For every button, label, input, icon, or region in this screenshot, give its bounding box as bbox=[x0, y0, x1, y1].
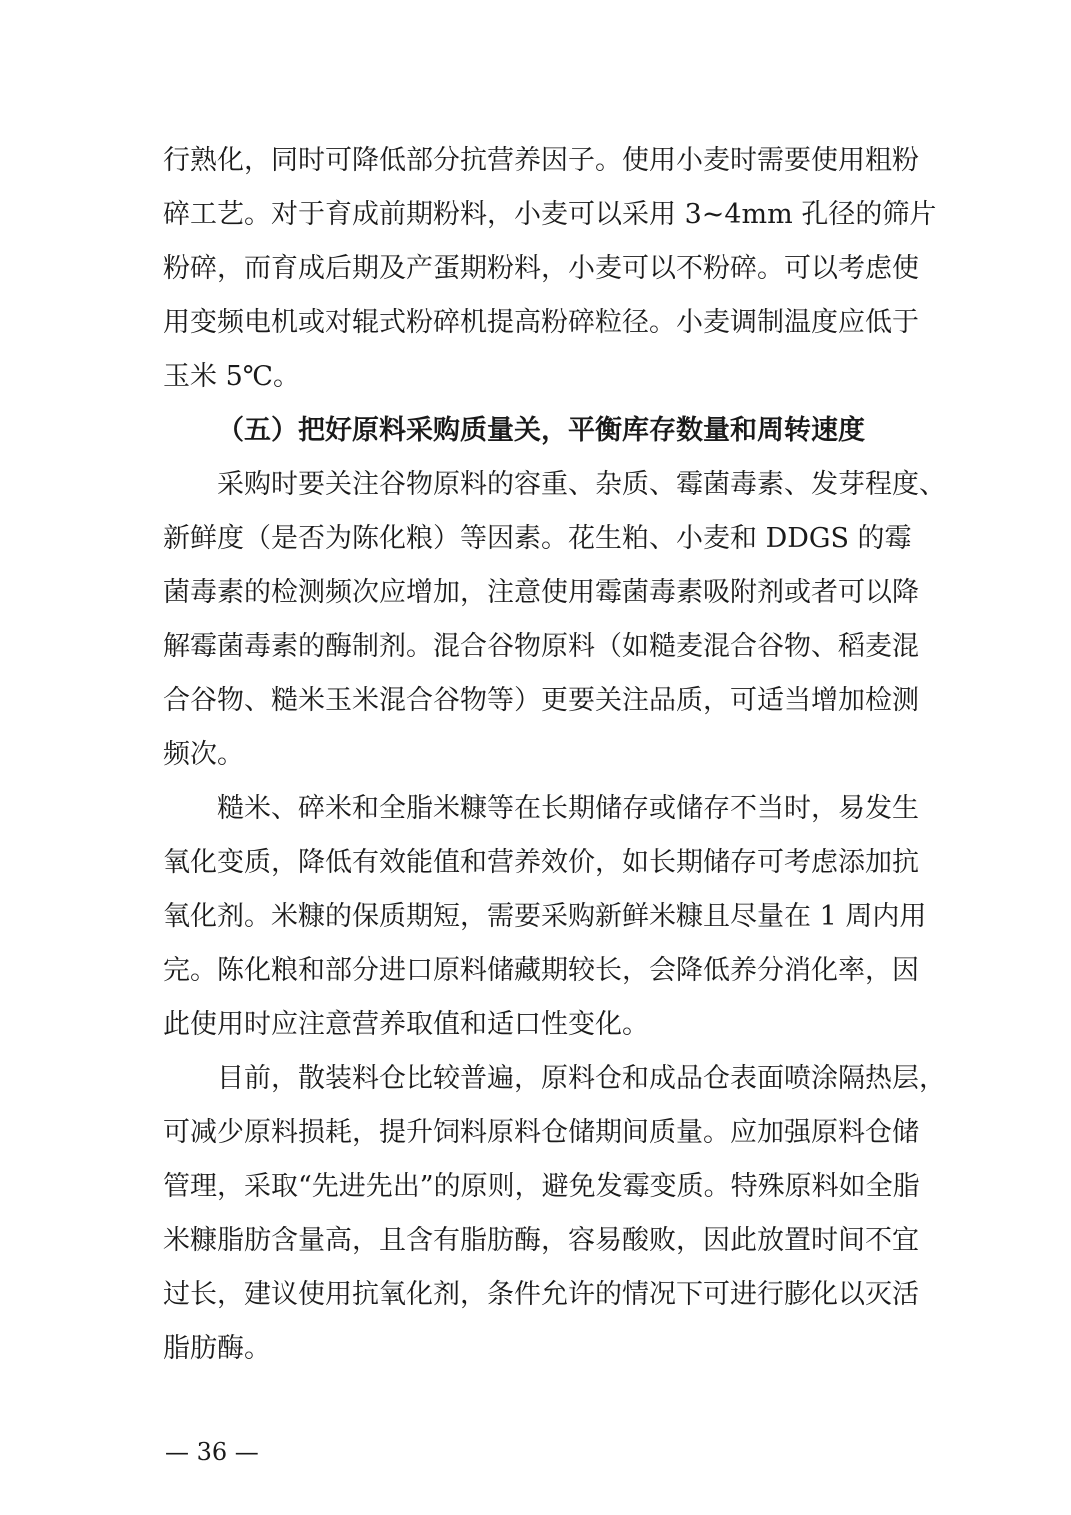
text-line: 脂肪酶。 bbox=[163, 1333, 271, 1364]
text-line: 过长，建议使用抗氧化剂，条件允许的情况下可进行膨化以灭活 bbox=[163, 1279, 919, 1310]
text-line: 行熟化，同时可降低部分抗营养因子。使用小麦时需要使用粗粉 bbox=[163, 145, 919, 176]
text-line: 此使用时应注意营养取值和适口性变化。 bbox=[163, 1009, 649, 1040]
text-line: 用变频电机或对辊式粉碎机提高粉碎粒径。小麦调制温度应低于 bbox=[163, 307, 919, 338]
paragraph-procurement bbox=[163, 458, 946, 782]
text-line: 菌毒素的检测频次应增加，注意使用霉菌毒素吸附剂或者可以降 bbox=[163, 577, 919, 608]
page-content bbox=[163, 134, 946, 1376]
text-line: 合谷物、糙米玉米混合谷物等）更要关注品质，可适当增加检测 bbox=[163, 685, 919, 716]
text-line: 管理，采取“先进先出”的原则，避免发霉变质。特殊原料如全脂 bbox=[163, 1171, 920, 1202]
text-line: 碎工艺。对于育成前期粉料，小麦可以采用 3~4mm 孔径的筛片 bbox=[163, 199, 937, 230]
text-line: 解霉菌毒素的酶制剂。混合谷物原料（如糙麦混合谷物、稻麦混 bbox=[163, 631, 919, 662]
text-line: 粉碎，而育成后期及产蛋期粉料，小麦可以不粉碎。可以考虑使 bbox=[163, 253, 919, 284]
text-line: 频次。 bbox=[163, 739, 244, 770]
text-line: 糙米、碎米和全脂米糠等在长期储存或储存不当时，易发生 bbox=[217, 793, 919, 824]
text-line: 新鲜度（是否为陈化粮）等因素。花生粕、小麦和 DDGS 的霉 bbox=[163, 523, 912, 554]
text-line: 玉米 5℃。 bbox=[163, 361, 300, 392]
text-line: 米糠脂肪含量高，且含有脂肪酶，容易酸败，因此放置时间不宜 bbox=[163, 1225, 919, 1256]
paragraph-continuation bbox=[163, 134, 937, 404]
text-line: 采购时要关注谷物原料的容重、杂质、霉菌毒素、发芽程度、 bbox=[217, 469, 946, 500]
text-line: 氧化剂。米糠的保质期短，需要采购新鲜米糠且尽量在 1 周内用 bbox=[163, 901, 927, 932]
paragraph-silo bbox=[163, 1052, 946, 1376]
text-line: 氧化变质，降低有效能值和营养效价，如长期储存可考虑添加抗 bbox=[163, 847, 919, 878]
paragraph-storage bbox=[163, 782, 927, 1052]
text-line: 目前，散装料仓比较普遍，原料仓和成品仓表面喷涂隔热层， bbox=[217, 1063, 946, 1094]
text-line: 完。陈化粮和部分进口原料储藏期较长，会降低养分消化率，因 bbox=[163, 955, 919, 986]
page-number: — 36 — bbox=[165, 1438, 259, 1466]
section-heading: （五）把好原料采购质量关，平衡库存数量和周转速度 bbox=[217, 415, 865, 446]
text-line: 可减少原料损耗，提升饲料原料仓储期间质量。应加强原料仓储 bbox=[163, 1117, 919, 1148]
